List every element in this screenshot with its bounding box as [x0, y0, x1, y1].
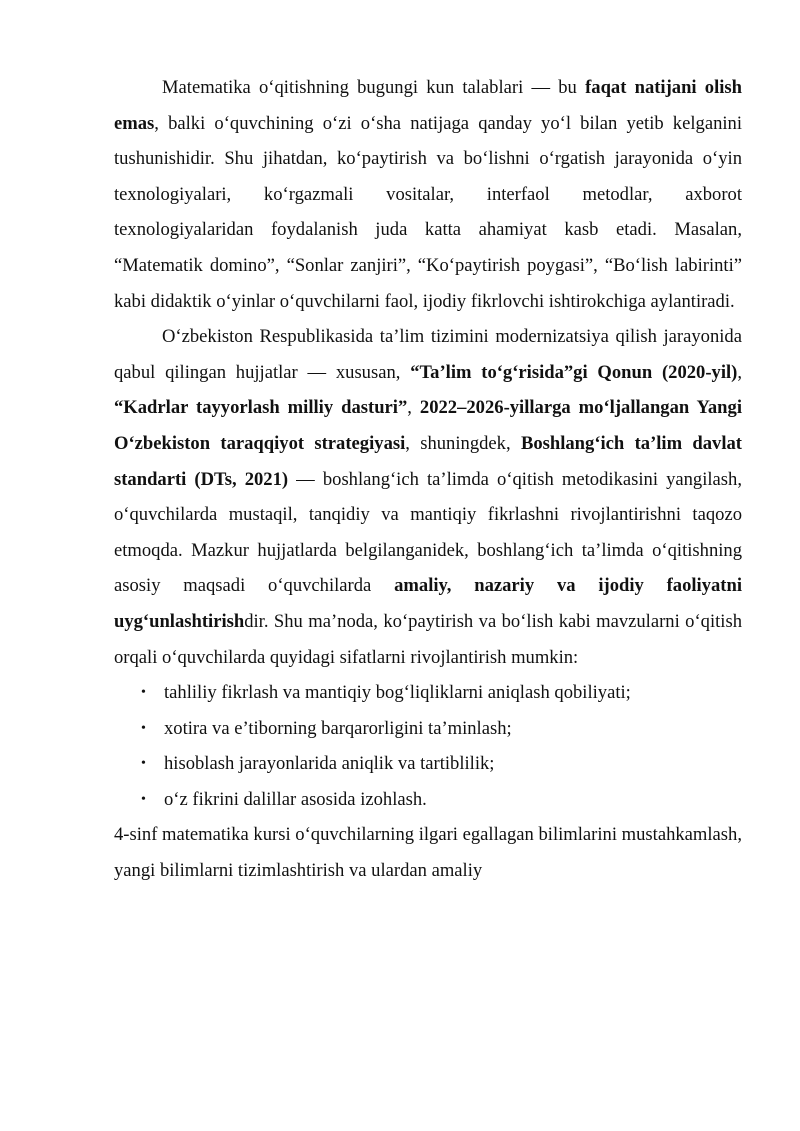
- paragraph-2-text-4: , shuningdek,: [405, 432, 521, 454]
- bullet-icon: •: [141, 756, 146, 772]
- paragraph-2: [114, 319, 742, 675]
- bullet-item-text: hisoblash jarayonlarida aniqlik va tartiblilik;: [164, 753, 495, 775]
- bullet-icon: •: [141, 685, 146, 701]
- paragraph-2-bold-3: 2022–2026-yillarga mo‘ljallangan Yangi O‘zbekiston taraqqiyot strategiyasi: [114, 397, 742, 454]
- bullet-icon: •: [141, 720, 146, 736]
- paragraph-2-bold-4: Boshlang‘ich ta’lim davlat standarti (DTs, 2021): [114, 432, 742, 490]
- bullet-icon: •: [141, 791, 146, 807]
- paragraph-2-text-2: ,: [737, 361, 742, 383]
- bullet-item-text: tahliliy fikrlash va mantiqiy bog‘liqliklarni aniqlash qobiliyati;: [164, 682, 631, 704]
- bullet-list: [114, 675, 742, 817]
- bullet-item: [114, 675, 742, 711]
- bullet-item: [114, 782, 742, 818]
- paragraph-2-bold-2: “Kadrlar tayyorlash milliy dasturi”: [114, 397, 408, 419]
- paragraph-2-text-5: — boshlang‘ich ta’limda o‘qitish metodikasini yangilash, o‘quvchilarda mustaqil, tanqidiy va mantiqiy fikrlashni rivojlantirishni taqozo etmoqda. Mazkur hujjatlarda belgilanganidek, boshlang‘ich ta’limda o‘qitishning asosiy maqsadi o‘quvchilarda: [114, 468, 742, 597]
- paragraph-2-bold-1: “Ta’lim to‘g‘risida”gi Qonun (2020-yil): [410, 361, 738, 383]
- paragraph-2-bold-5: amaliy, nazariy va ijodiy faoliyatni uyg‘unlashtirish: [114, 575, 743, 632]
- bullet-item: [114, 711, 742, 747]
- paragraph-2-text-6: dir. Shu ma’noda, ko‘paytirish va bo‘lish kabi mavzularni o‘qitish orqali o‘quvchilarda quyidagi sifatlarni rivojlantirish mumkin:: [114, 610, 742, 668]
- paragraph-1-bold-1: faqat natijani olish emas: [114, 77, 743, 134]
- paragraph-3: [114, 817, 742, 888]
- bullet-item-text: xotira va e’tiborning barqarorligini ta’minlash;: [164, 717, 512, 739]
- document-page: [114, 70, 742, 889]
- bullet-item-text: o‘z fikrini dalillar asosida izohlash.: [164, 788, 427, 810]
- paragraph-3-text-1: 4-sinf matematika kursi o‘quvchilarning ilgari egallagan bilimlarini mustahkamlash, yangi bilimlarni tizimlashtirish va ulardan amaliy: [114, 824, 742, 882]
- paragraph-1: [114, 70, 742, 319]
- bullet-item: [114, 746, 742, 782]
- paragraph-1-text-2: , balki o‘quvchining o‘zi o‘sha natijaga qanday yo‘l bilan yetib kelganini tushunishidir. Shu jihatdan, ko‘paytirish va bo‘lishni o‘rgatish jarayonida o‘yin texnologiyalari, ko‘rgazmali vositalar, interfaol metodlar, axborot texnologiyalaridan foydalanish juda katta ahamiyat kasb etadi. Masalan, “Matematik domino”, “Sonlar zanjiri”, “Ko‘paytirish poygasi”, “Bo‘lish labirinti” kabi didaktik o‘yinlar o‘quvchilarni faol, ijodiy fikrlovchi ishtirokchiga aylantiradi.: [114, 112, 742, 312]
- paragraph-2-text-3: ,: [407, 397, 420, 419]
- paragraph-1-text-1: Matematika o‘qitishning bugungi kun talablari — bu: [162, 77, 586, 98]
- paragraph-2-text-1: O‘zbekiston Respublikasida ta’lim tizimini modernizatsiya qilish jarayonida qabul qilingan hujjatlar — xususan,: [114, 326, 742, 383]
